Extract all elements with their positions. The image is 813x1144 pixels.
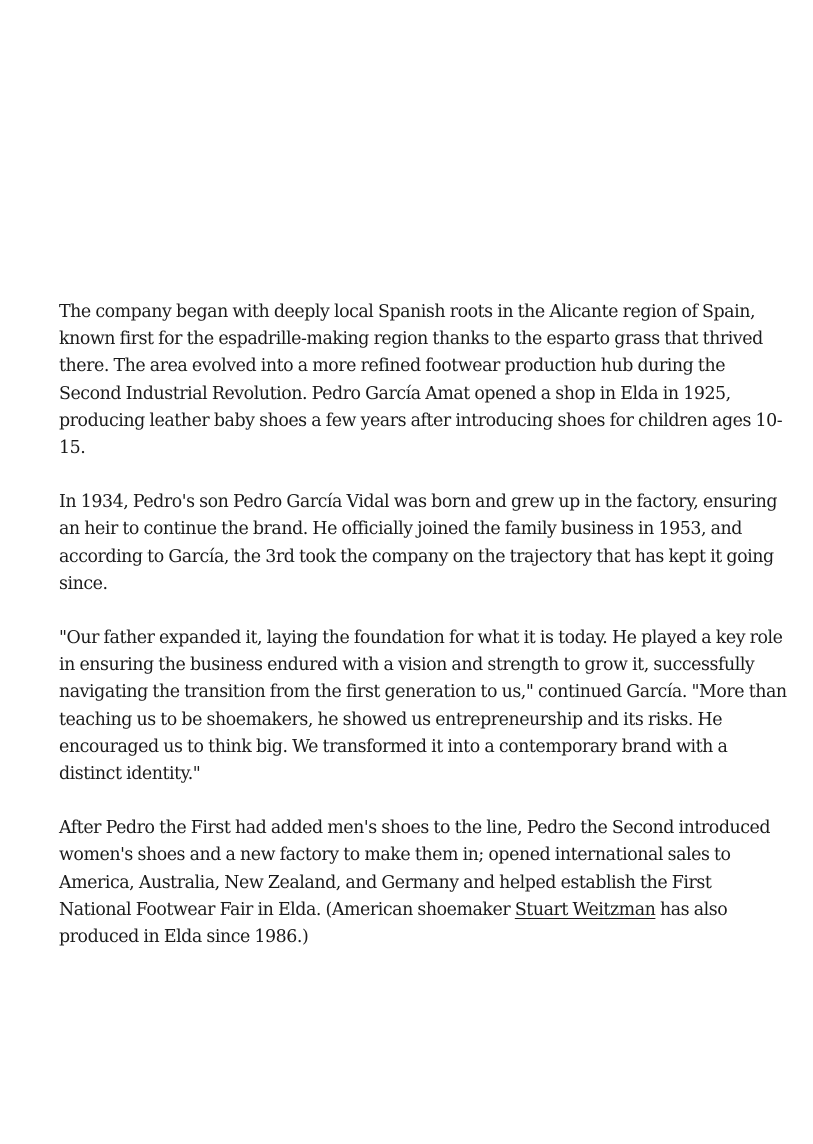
paragraph-expansion [59, 815, 787, 951]
paragraph-expansion-text-end: has also produced in Elda since 1986.) [59, 899, 728, 948]
paragraph-quote-garcia: "Our father expanded it, laying the foundation for what it is today. He played a key role in ensuring the business endured with a vision and strength to grow it, successfully navigating the transition from the first generation to us," continued García. "More than teaching us to be shoemakers, he showed us entrepreneurship and its risks. He encouraged us to think big. We transformed it into a contemporary brand with a distinct identity." [59, 628, 787, 785]
stuart-weitzman-link[interactable]: Stuart Weitzman [514, 899, 656, 920]
paragraph-company-roots: The company began with deeply local Spanish roots in the Alicante region of Spain, known first for the espadrille-making region thanks to the esparto grass that thrived there. The area evolved into a more refined footwear production hub during the Second Industrial Revolution. Pedro García Amat opened a shop in Elda in 1925, producing leather baby shoes a few years after introducing shoes for children ages 10-15. [59, 302, 783, 459]
paragraph-pedro-garcia-vidal: In 1934, Pedro's son Pedro García Vidal was born and grew up in the factory, ensuring an heir to continue the brand. He officially joined the family business in 1953, and according to García, the 3rd took the company on the trajectory that has kept it going since. [59, 492, 778, 594]
paragraph-expansion-text-start: After Pedro the First had added men's shoes to the line, Pedro the Second introduced women's shoes and a new factory to make them in; opened international sales to America, Australia, New Zealand, and Germany and helped establish the First National Footwear Fair in Elda. (American shoemaker [59, 818, 771, 920]
article-body [59, 299, 787, 978]
